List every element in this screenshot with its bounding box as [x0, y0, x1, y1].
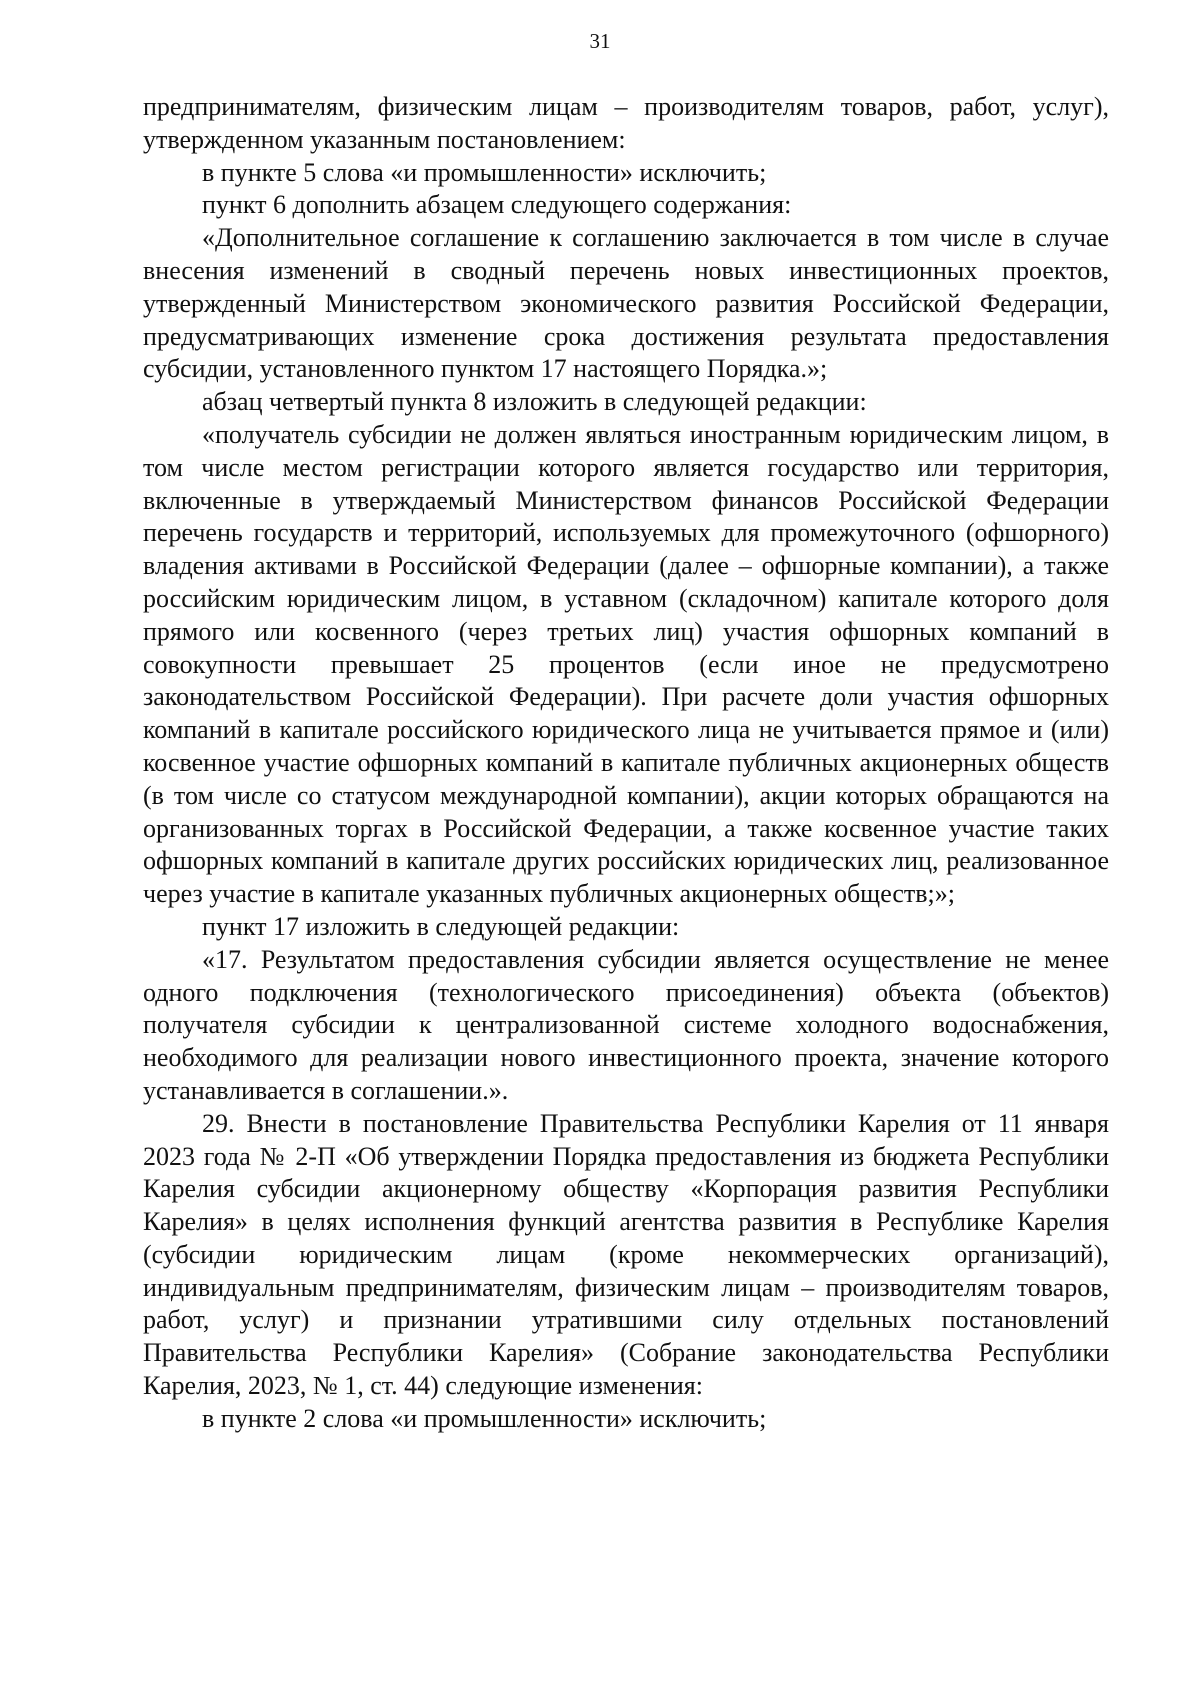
paragraph: пункт 17 изложить в следующей редакции: [202, 911, 680, 941]
paragraph: «17. Результатом предоставления субсидии является осуществление не менее одного подключения (технологического присоединения) объекта (объектов) получателя субсидии к централизованной системе холодного водоснабжения, необходимого для реализации нового инвестиционного проекта, значение которого устанавливается в соглашении.». [143, 944, 1109, 1105]
page-number: 31 [589, 29, 611, 53]
paragraph: предпринимателям, физическим лицам – производителям товаров, работ, услуг), утвержденном указанным постановлением: [143, 92, 1109, 154]
paragraph: пункт 6 дополнить абзацем следующего содержания: [202, 190, 792, 220]
paragraph: 29. Внести в постановление Правительства Республики Карелия от 11 января 2023 года № 2-П «Об утверждении Порядка предоставления из бюджета Республики Карелия субсидии акционерному обществу «Корпорация развития Республики Карелия» в целях исполнения функций агентства развития в Республике Карелия (субсидии юридическим лицам (кроме некоммерческих организаций), индивидуальным предпринимателям, физическим лицам – производителям товаров, работ, услуг) и признании утратившими силу отдельных постановлений Правительства Республики Карелия» (Собрание законодательства Республики Карелия, 2023, № 1, ст. 44) следующие изменения: [143, 1108, 1109, 1401]
document-body [143, 91, 1109, 1436]
paragraph: «получатель субсидии не должен являться иностранным юридическим лицом, в том числе местом регистрации которого является государство или территория, включенные в утверждаемый Министерством финансов Российской Федерации перечень государств и территорий, используемых для промежуточного (офшорного) владения активами в Российской Федерации (далее – офшорные компании), а также российским юридическим лицом, в уставном (складочном) капитале которого доля прямого или косвенного (через третьих лиц) участия офшорных компаний в совокупности превышает 25 процентов (если иное не предусмотрено законодательством Российской Федерации). При расчете доли участия офшорных компаний в капитале российского юридического лица не учитывается прямое и (или) косвенное участие офшорных компаний в капитале публичных акционерных обществ (в том числе со статусом международной компании), акции которых обращаются на организованных торгах в Российской Федерации, а также косвенное участие таких офшорных компаний в капитале других российских юридических лиц, реализованное через участие в капитале указанных публичных акционерных обществ;»; [143, 419, 1109, 909]
paragraph: в пункте 2 слова «и промышленности» исключить; [202, 1403, 767, 1433]
paragraph: «Дополнительное соглашение к соглашению заключается в том числе в случае внесения изменений в сводный перечень новых инвестиционных проектов, утвержденный Министерством экономического развития Российской Федерации, предусматривающих изменение срока достижения результата предоставления субсидии, установленного пунктом 17 настоящего Порядка.»; [143, 223, 1109, 384]
paragraph: в пункте 5 слова «и промышленности» исключить; [202, 157, 767, 187]
paragraph: абзац четвертый пункта 8 изложить в следующей редакции: [202, 387, 867, 417]
